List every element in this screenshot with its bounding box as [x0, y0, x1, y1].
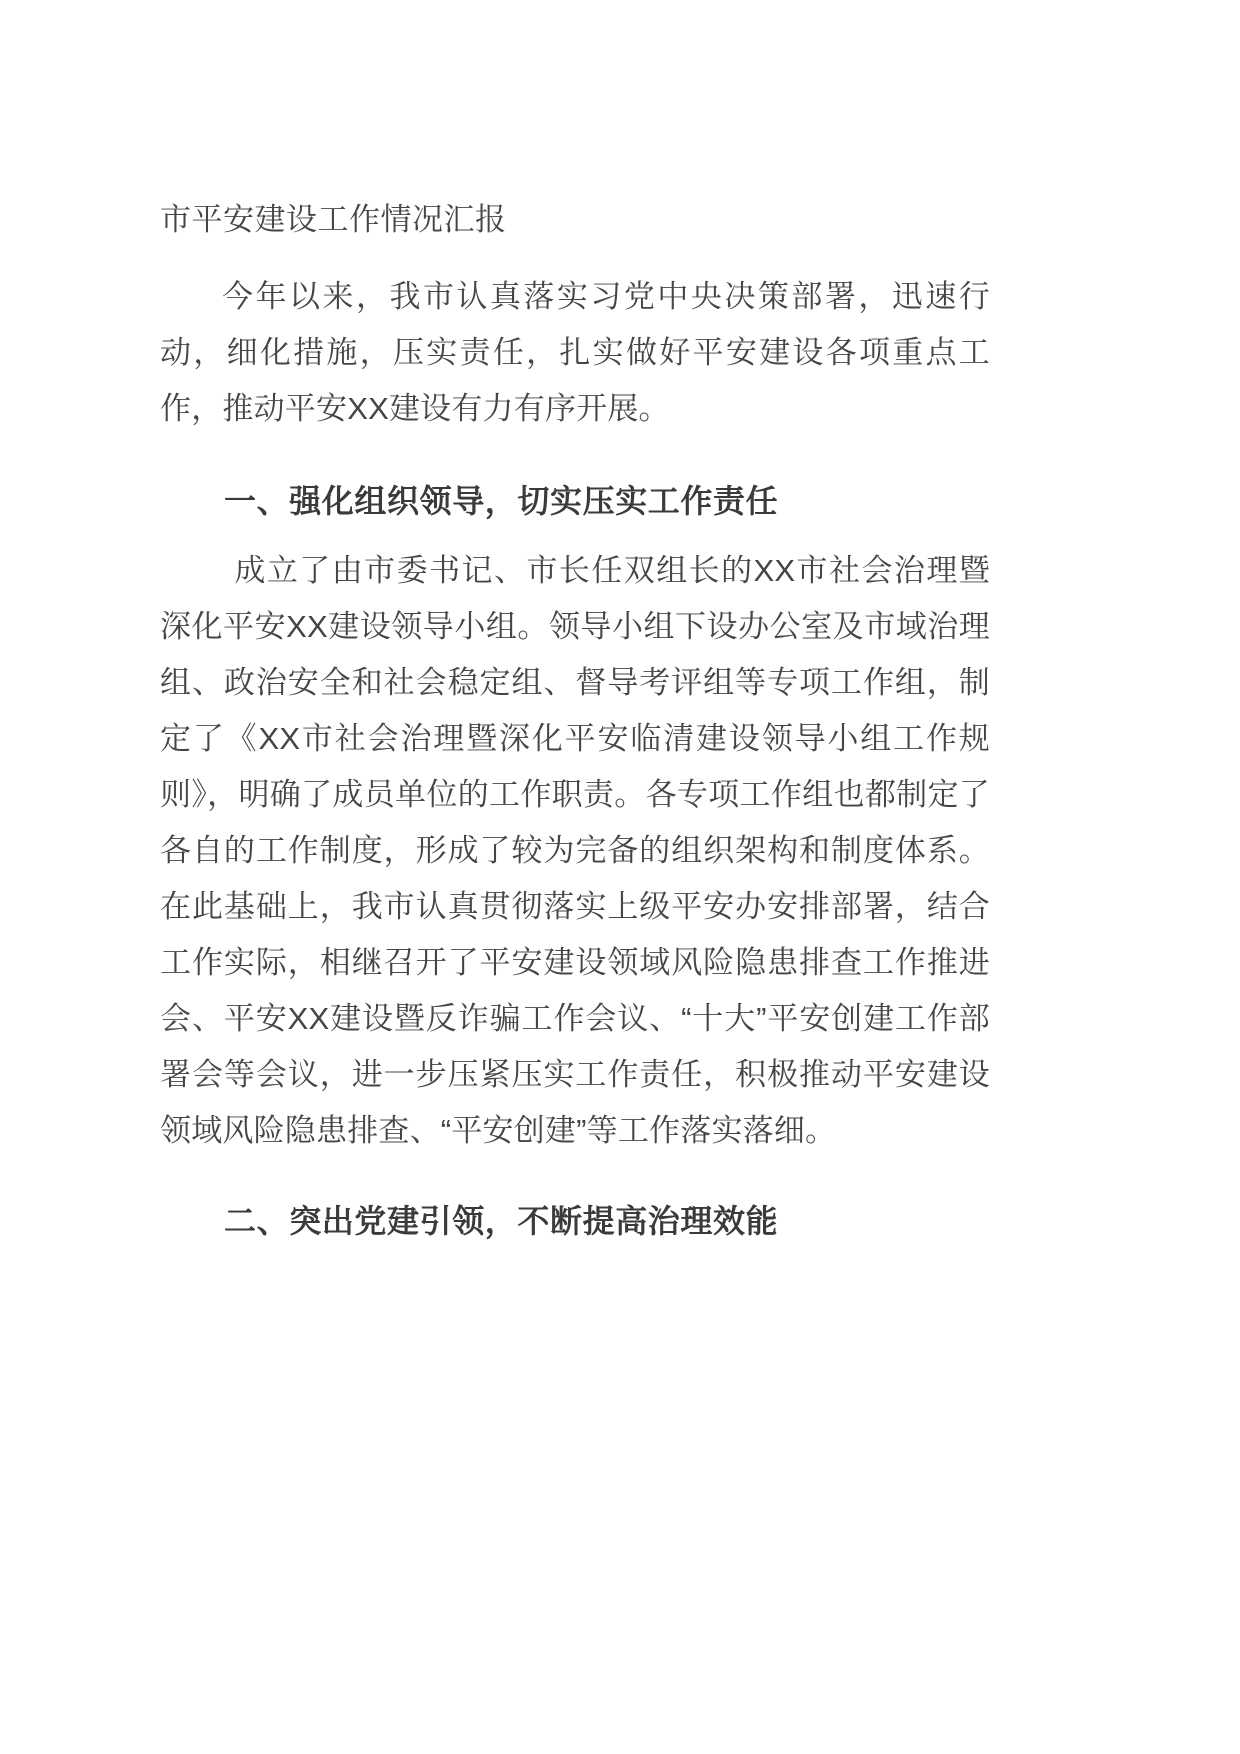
page-title: 市平安建设工作情况汇报	[160, 202, 507, 237]
section-heading-2: 二、突出党建引领，不断提高治理效能	[224, 1202, 779, 1239]
section-heading-1: 一、强化组织领导，切实压实工作责任	[224, 482, 779, 519]
section-1-body: 成立了由市委书记、市长任双组长的XX市社会治理暨深化平安XX建设领导小组。领导小组下设办公室及市域治理组、政治安全和社会稳定组、督导考评组等专项工作组，制定了《XX市社会治理暨深化平安临清建设领导小组工作规则》，明确了成员单位的工作职责。各专项工作组也都制定了各自的工作制度，形成了较为完备的组织架构和制度体系。在此基础上，我市认真贯彻落实上级平安办安排部署，结合工作实际，相继召开了平安建设领域风险隐患排查工作推进会、平安XX建设暨反诈骗工作会议、“十大”平安创建工作部署会等会议，进一步压紧压实工作责任，积极推动平安建设领域风险隐患排查、“平安创建”等工作落实落细。	[160, 552, 990, 1148]
document-body	[160, 0, 990, 1249]
intro-paragraph: 今年以来，我市认真落实习党中央决策部署，迅速行动，细化措施，压实责任，扎实做好平安建设各项重点工作，推动平安XX建设有力有序开展。	[160, 278, 990, 426]
